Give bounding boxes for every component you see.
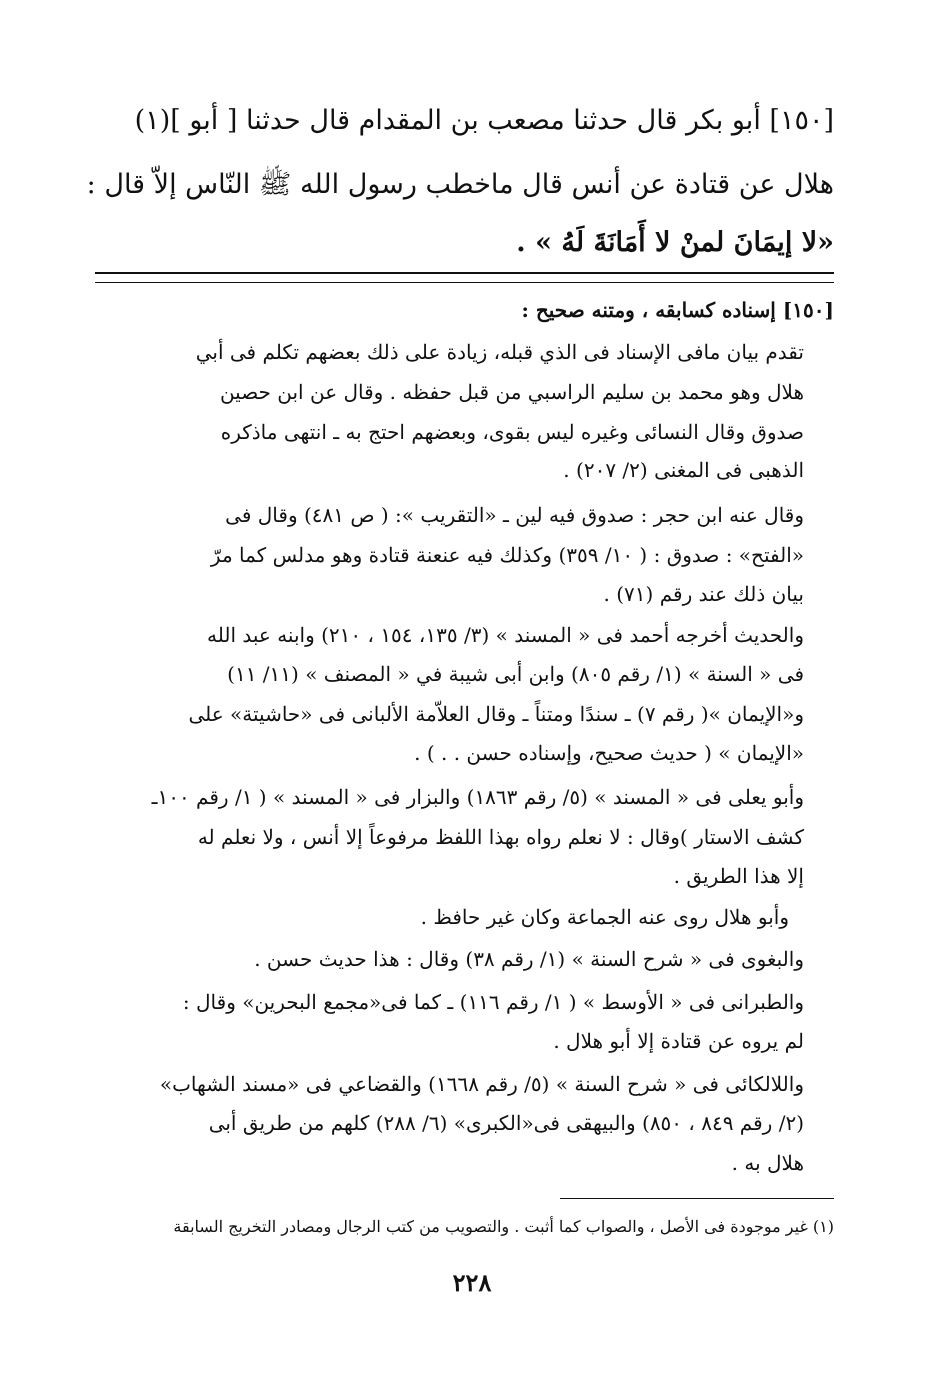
commentary-line: (٢/ رقم ٨٤٩ ، ٨٥٠) والبيهقى فى«الكبرى» (٦/ ٢٨٨) كلهم من طريق أبى: [208, 1111, 804, 1135]
commentary-line: والطبرانى فى « الأوسط » ( ١/ رقم ١١٦) ـ كما فى«مجمع البحرين» وقال :: [182, 990, 804, 1014]
commentary-line: هلال به .: [731, 1151, 804, 1175]
commentary-line: إلا هذا الطريق .: [673, 864, 804, 888]
hadith-line-2: هلال عن قتادة عن أنس قال ماخطب رسول الله ﷺ النّاس إلاّ قال :: [86, 169, 834, 200]
commentary-line: والحديث أخرجه أحمد فى « المسند » (٣/ ١٣٥، ١٥٤ ، ٢١٠) وابنه عبد الله: [207, 623, 804, 647]
footnote: (١) غير موجودة فى الأصل ، والصواب كما أثبت . والتصويب من كتب الرجال ومصادر التخريج السابقة: [173, 1217, 834, 1236]
commentary-line: واللالكائى فى « شرح السنة » (٥/ رقم ١٦٦٨) والقضاعي فى «مسند الشهاب»: [159, 1072, 804, 1096]
commentary-line: الذهبى فى المغنى (٢/ ٢٠٧) .: [563, 458, 804, 482]
commentary-line: وقال عنه ابن حجر : صدوق فيه لين ـ «التقريب »: ( ص ٤٨١) وقال فى: [225, 503, 804, 527]
commentary-line: كشف الاستار )وقال : لا نعلم رواه بهذا اللفظ مرفوعاً إلا أنس ، ولا نعلم له: [197, 825, 804, 849]
commentary-line: فى « السنة » (١/ رقم ٨٠٥) وابن أبى شيبة في « المصنف » (١١/ ١١): [227, 662, 804, 686]
hadith-line-1: [١٥٠] أبو بكر قال حدثنا مصعب بن المقدام قال حدثنا [ أبو ](١): [134, 105, 834, 136]
commentary-line: «الفتح» : صدوق : ( ١٠/ ٣٥٩) وكذلك فيه عنعنة قتادة وهو مدلس كما مرّ: [210, 543, 804, 567]
footnote-divider: [560, 1198, 834, 1199]
commentary-line: وأبو يعلى فى « المسند » (٥/ رقم ١٨٦٣) والبزار فى « المسند » ( ١/ رقم ١٠٠ـ: [151, 785, 804, 809]
commentary-line: «الإيمان » ( حديث صحيح، وإسناده حسن . . ) .: [414, 741, 804, 765]
commentary-line: صدوق وقال النسائى وغيره ليس بقوى، وبعضهم احتج به ـ انتهى ماذكره: [220, 420, 804, 444]
commentary-line: بيان ذلك عند رقم (٧١) .: [603, 582, 804, 606]
divider-thick: [95, 272, 834, 274]
hadith-line-3: «لا إيمَانَ لمنْ لا أَمَانَةَ لَهُ » .: [516, 227, 834, 258]
commentary-line: تقدم بيان مافى الإسناد فى الذي قبله، زيادة على ذلك بعضهم تكلم فى أبي: [195, 340, 804, 364]
commentary-heading: [١٥٠] إسناده كسابقه ، ومتنه صحيح :: [521, 298, 834, 322]
page-number: ٢٢٨: [452, 1268, 492, 1297]
commentary-line: وأبو هلال روى عنه الجماعة وكان غير حافظ .: [420, 905, 789, 929]
commentary-line: لم يروه عن قتادة إلا أبو هلال .: [553, 1029, 804, 1053]
commentary-line: هلال وهو محمد بن سليم الراسبي من قبل حفظه . وقال عن ابن حصين: [219, 380, 804, 404]
commentary-line: والبغوى فى « شرح السنة » (١/ رقم ٣٨) وقال : هذا حديث حسن .: [254, 947, 804, 971]
commentary-line: و«الإيمان »( رقم ٧) ـ سندًا ومتناً ـ وقال العلاّمة الألبانى فى «حاشيتة» على: [188, 702, 804, 726]
divider-thin: [95, 282, 834, 283]
